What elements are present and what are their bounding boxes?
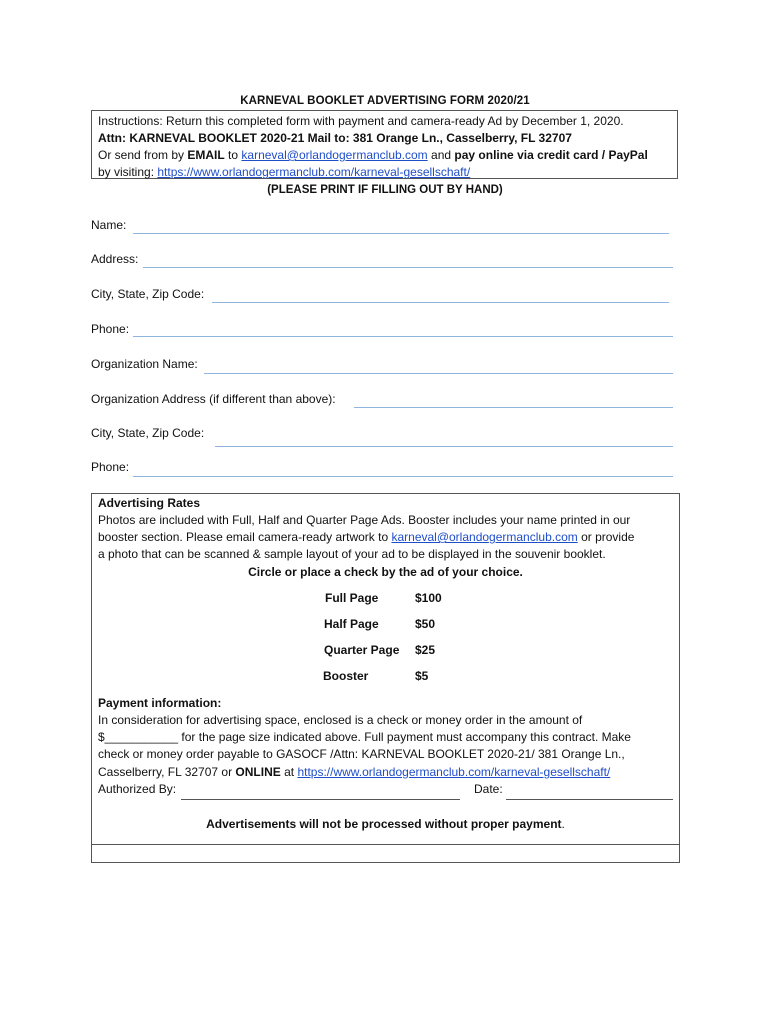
payment-line-3: check or money order payable to GASOCF /Attn: KARNEVAL BOOKLET 2020-21/ 381 Orange Ln., xyxy=(98,747,625,761)
website-link[interactable]: https://www.orlandogermanclub.com/karneval-gesellschaft/ xyxy=(157,165,471,179)
price-booster: $5 xyxy=(415,669,429,683)
at-text: at xyxy=(280,765,298,779)
organization-name-label: Organization Name: xyxy=(91,357,198,371)
organization-address-field[interactable] xyxy=(354,407,673,408)
instructions-line-3 xyxy=(98,147,671,164)
rates-description-line-2 xyxy=(98,529,674,546)
pay-online-text: pay online via credit card / PayPal xyxy=(454,148,648,162)
payment-line-1: In consideration for advertising space, enclosed is a check or money order in the amount of xyxy=(98,713,583,727)
instructions-line-4 xyxy=(98,164,671,181)
name-field[interactable] xyxy=(133,233,669,234)
rates-email-prefix: booster section. Please email camera-ready artwork to xyxy=(98,530,392,544)
name-label: Name: xyxy=(91,218,127,232)
price-full-page: $100 xyxy=(415,591,442,605)
advertising-rates-heading: Advertising Rates xyxy=(98,496,201,510)
print-note: (PLEASE PRINT IF FILLING OUT BY HAND) xyxy=(267,184,503,196)
rate-quarter-page[interactable]: Quarter Page xyxy=(324,643,400,657)
rates-description-line-3: a photo that can be scanned & sample layout of your ad to be displayed in the souvenir booklet. xyxy=(98,547,606,561)
send-from-text: Or send from by xyxy=(98,148,188,162)
payment-notice-period: . xyxy=(561,817,565,831)
phone-label: Phone: xyxy=(91,322,130,336)
payment-address-text: Casselberry, FL 32707 or xyxy=(98,765,236,779)
org-phone-label: Phone: xyxy=(91,460,130,474)
rates-description-line-1: Photos are included with Full, Half and Quarter Page Ads. Booster includes your name printed in our xyxy=(98,513,631,527)
choice-instruction: Circle or place a check by the ad of your choice. xyxy=(248,565,523,579)
bottom-empty-box xyxy=(91,844,680,863)
rates-email-link[interactable]: karneval@orlandogermanclub.com xyxy=(391,530,578,544)
payment-heading: Payment information: xyxy=(98,696,222,710)
rate-half-page[interactable]: Half Page xyxy=(324,617,379,631)
email-label: EMAIL xyxy=(187,148,225,162)
rate-full-page[interactable]: Full Page xyxy=(325,591,379,605)
mail-to-address: Attn: KARNEVAL BOOKLET 2020-21 Mail to: 381 Orange Ln., Casselberry, FL 32707 xyxy=(98,131,572,145)
rate-booster[interactable]: Booster xyxy=(323,669,369,683)
payment-line-2: $___________ for the page size indicated above. Full payment must accompany this contract. Make xyxy=(98,730,631,744)
org-city-state-zip-field[interactable] xyxy=(215,446,673,447)
visiting-text: by visiting: xyxy=(98,165,158,179)
email-link[interactable]: karneval@orlandogermanclub.com xyxy=(241,148,428,162)
date-label: Date: xyxy=(474,782,503,796)
instructions-box xyxy=(91,110,678,179)
address-field[interactable] xyxy=(143,267,673,268)
and-text: and xyxy=(427,148,455,162)
online-label: ONLINE xyxy=(235,765,281,779)
payment-website-link[interactable]: https://www.orlandogermanclub.com/karneval-gesellschaft/ xyxy=(297,765,611,779)
org-city-state-zip-label: City, State, Zip Code: xyxy=(91,426,205,440)
rates-email-suffix: or provide xyxy=(577,530,635,544)
date-field[interactable] xyxy=(506,799,673,800)
price-quarter-page: $25 xyxy=(415,643,436,657)
payment-notice-text: Advertisements will not be processed without proper payment xyxy=(206,817,562,831)
price-half-page: $50 xyxy=(415,617,436,631)
city-state-zip-field[interactable] xyxy=(212,302,669,303)
payment-line-4 xyxy=(98,764,674,781)
form-title: KARNEVAL BOOKLET ADVERTISING FORM 2020/21 xyxy=(240,95,530,107)
address-label: Address: xyxy=(91,252,139,266)
city-state-zip-label: City, State, Zip Code: xyxy=(91,287,205,301)
instructions-line-2 xyxy=(98,130,671,147)
organization-name-field[interactable] xyxy=(204,373,673,374)
org-phone-field[interactable] xyxy=(133,476,673,477)
to-text: to xyxy=(224,148,242,162)
organization-address-label: Organization Address (if different than above): xyxy=(91,392,336,406)
instructions-line-1: Instructions: Return this completed form with payment and camera-ready Ad by December 1, 2020. xyxy=(98,114,624,128)
phone-field[interactable] xyxy=(133,336,673,337)
authorized-by-field[interactable] xyxy=(181,799,460,800)
authorized-by-label: Authorized By: xyxy=(98,782,177,796)
payment-notice xyxy=(91,817,680,831)
